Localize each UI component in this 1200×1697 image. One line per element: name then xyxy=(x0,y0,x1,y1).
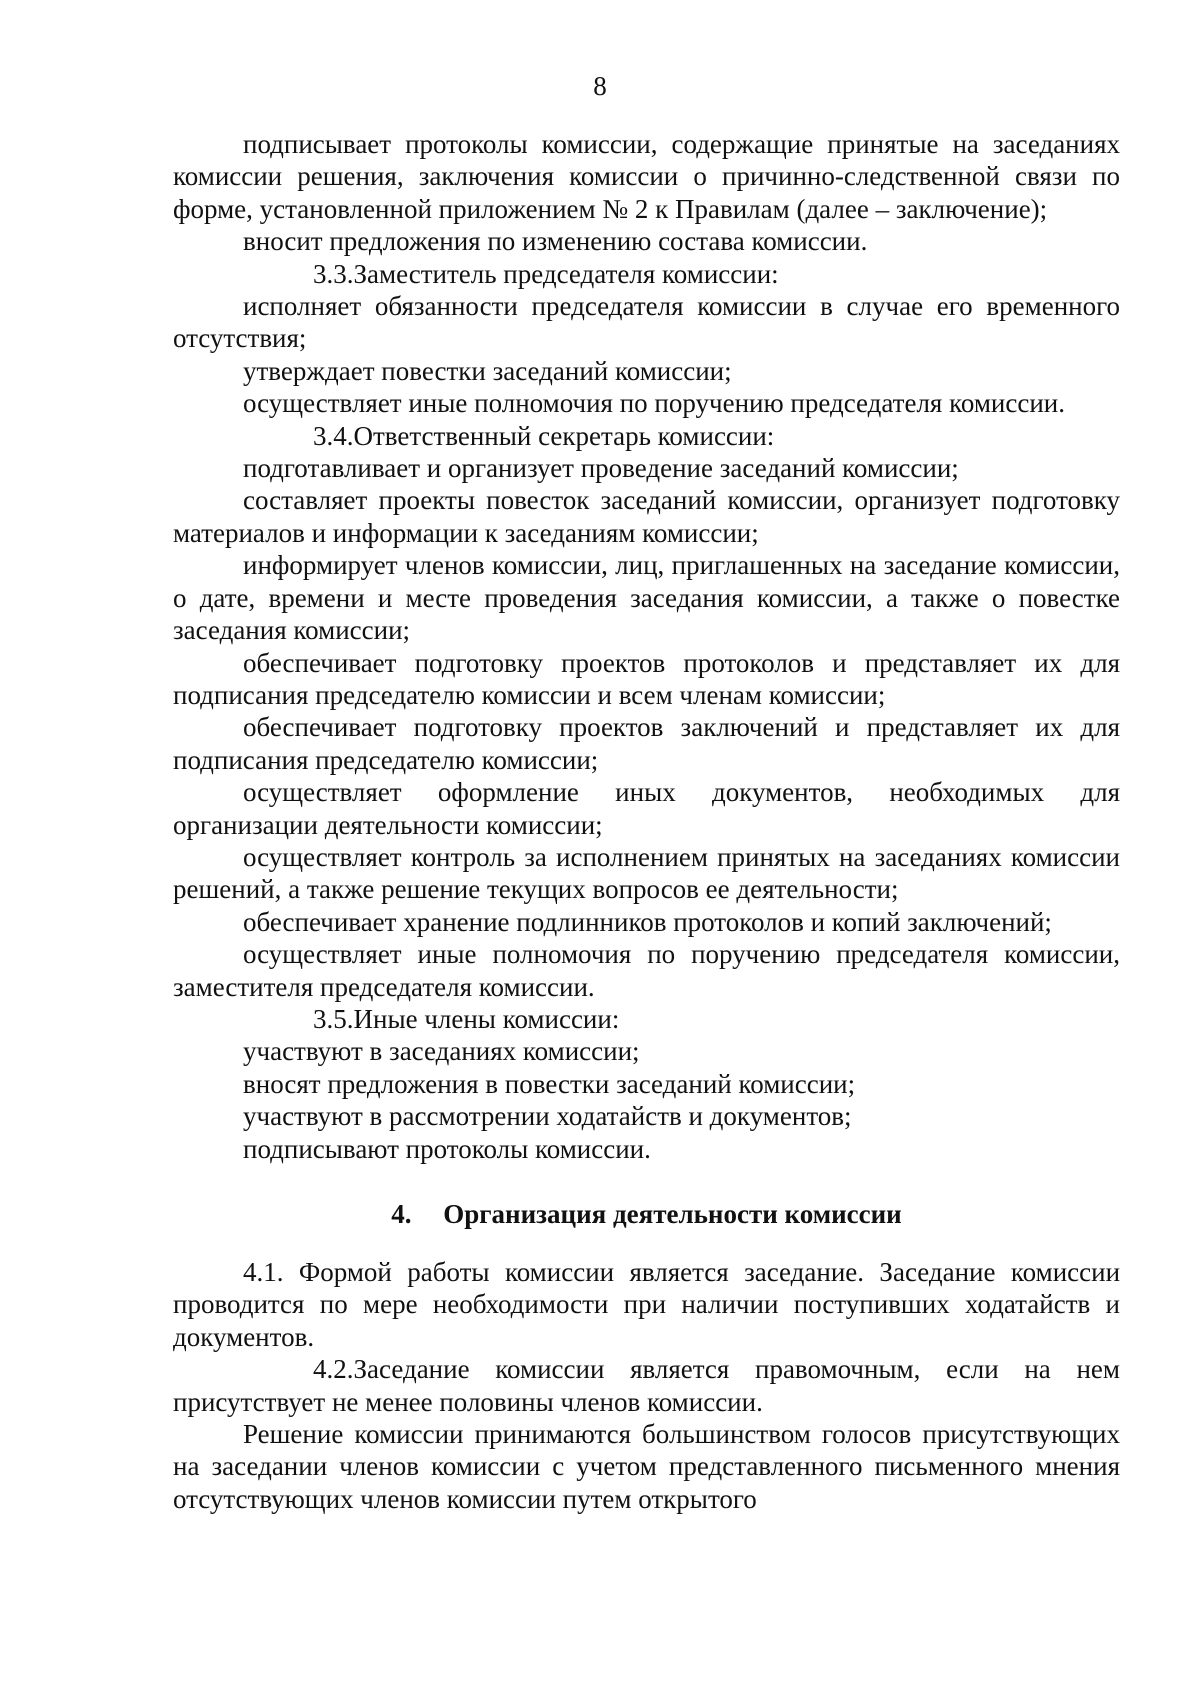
list-item: составляет проекты повесток заседаний комиссии, организует подготовку материалов и информации к заседаниям комиссии; xyxy=(173,485,1120,548)
clause-3-3-heading xyxy=(173,258,1120,290)
clause-number: 4.2. xyxy=(313,1354,354,1385)
list-item: участвуют в рассмотрении ходатайств и документов; xyxy=(243,1101,852,1132)
clause-title: Ответственный секретарь комиссии: xyxy=(353,420,775,451)
list-item: осуществляет контроль за исполнением принятых на заседаниях комиссии решений, а также решение текущих вопросов ее деятельности; xyxy=(173,841,1120,905)
section-heading xyxy=(173,1165,1120,1256)
list-item: подготавливает и организует проведение заседаний комиссии; xyxy=(243,453,959,484)
list-item: обеспечивает подготовку проектов заключений и представляет их для подписания председателю комиссии; xyxy=(173,712,1120,775)
clause-3-4-heading xyxy=(173,420,1120,452)
list-item: исполняет обязанности председателя комиссии в случае его временного отсутствия; xyxy=(173,291,1120,354)
list-item: осуществляет оформление иных документов, необходимых для организации деятельности комиссии; xyxy=(173,777,1120,840)
list-item: осуществляет иные полномочия по поручению председателя комиссии, заместителя председателя комиссии. xyxy=(173,939,1120,1002)
list-item: подписывают протоколы комиссии. xyxy=(243,1133,651,1164)
list-item: информирует членов комиссии, лиц, приглашенных на заседание комиссии, о дате, времени и месте проведения заседания комиссии, а также о повестке заседания комиссии; xyxy=(173,550,1120,646)
clause-4-2 xyxy=(173,1353,1120,1418)
list-item: утверждает повестки заседаний комиссии; xyxy=(243,355,732,386)
decision-paragraph: Решение комиссии принимаются большинством голосов присутствующих на заседании членов комиссии с учетом представленного письменного мнения отсутствующих членов комиссии путем открытого xyxy=(173,1419,1120,1514)
section-number: 4. xyxy=(391,1199,412,1229)
list-item: обеспечивает подготовку проектов протоколов и представляет их для подписания председателю комиссии и всем членам комиссии; xyxy=(173,647,1120,710)
clause-3-5-heading xyxy=(173,1003,1120,1035)
clause-title: Заместитель председателя комиссии: xyxy=(353,258,779,289)
clause-number: 3.5. xyxy=(313,1003,354,1034)
list-item: вносит предложения по изменению состава комиссии. xyxy=(243,226,868,257)
list-item: участвуют в заседаниях комиссии; xyxy=(243,1036,640,1067)
clause-text: Формой работы комиссии является заседание. Заседание комиссии проводится по мере необходимости при наличии поступивших ходатайств и документов. xyxy=(173,1257,1121,1352)
section-title: Организация деятельности комиссии xyxy=(443,1199,902,1229)
clause-4-1 xyxy=(173,1256,1120,1353)
list-item: осуществляет иные полномочия по поручению председателя комиссии. xyxy=(243,388,1065,419)
page-number: 8 xyxy=(593,71,607,101)
clause-title: Иные члены комиссии: xyxy=(353,1003,620,1034)
list-item: обеспечивает хранение подлинников протоколов и копий заключений; xyxy=(243,906,1052,937)
clause-number: 3.4. xyxy=(313,420,354,451)
clause-number: 3.3. xyxy=(313,258,354,289)
clause-text: Заседание комиссии является правомочным, если на нем присутствует не менее половины членов комиссии. xyxy=(173,1354,1120,1417)
document-body xyxy=(173,128,1120,1515)
clause-number: 4.1. xyxy=(243,1257,284,1287)
list-item: вносят предложения в повестки заседаний комиссии; xyxy=(243,1068,856,1099)
list-item: подписывает протоколы комиссии, содержащие принятые на заседаниях комиссии решения, заключения комиссии о причинно-следственной связи по форме, установленной приложением № 2 к Правилам (далее – заключение); xyxy=(173,129,1120,224)
